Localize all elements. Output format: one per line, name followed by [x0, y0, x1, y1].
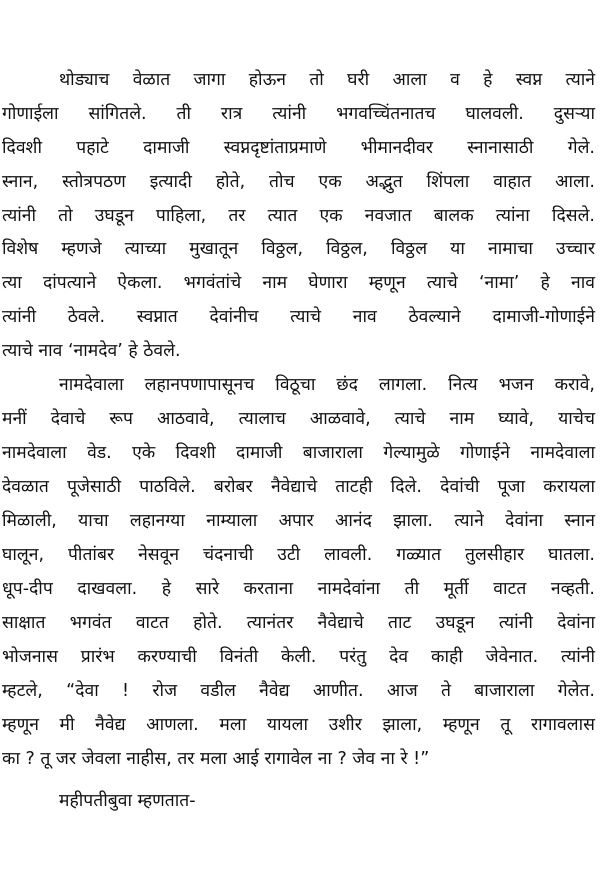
paragraph-1-line: त्या दांपत्याने ऐकला. भगवंतांचे नाम घेणारा म्हणून त्याचे ‘नामा’ हे नाव	[2, 273, 595, 293]
paragraph-2-line: धूप-दीप दाखवला. हे सारे करताना नामदेवांना ती मूर्ती वाटत नव्हती.	[2, 579, 595, 599]
paragraph-2-line: मिळाली, याचा लहानग्या नाम्याला अपार आनंद झाला. त्याने देवांना स्नान	[2, 511, 595, 531]
paragraph-2-line: मनीं देवाचे रूप आठवावे, त्यालाच आळवावे, त्याचे नाम घ्यावे, याचेच	[2, 409, 595, 429]
paragraph-1-line: त्याचे नाव ‘नामदेव’ हे ठेवले.	[2, 341, 181, 361]
paragraph-2-line: नामदेवाला लहानपणापासूनच विठूचा छंद लागला. नित्य भजन करावे,	[59, 375, 595, 395]
paragraph-2-line: घालून, पीतांबर नेसवून चंदनाची उटी लावली. गळ्यात तुलसीहार घातला.	[2, 545, 595, 565]
paragraph-1-line: थोड्याच वेळात जागा होऊन तो घरी आला व हे स्वप्न त्याने	[59, 70, 595, 90]
paragraph-2-line: का ? तू जर जेवला नाहीस, तर मला आई रागावेल ना ? जेव ना रे !”	[2, 749, 430, 769]
paragraph-1-line: स्नान, स्तोत्रपठण इत्यादी होते, तोच एक अद्भुत शिंपला वाहात आला.	[2, 172, 595, 192]
paragraph-2-line: साक्षात भगवंत वाटत होते. त्यानंतर नैवेद्याचे ताट उघडून त्यांनी देवांना	[2, 613, 595, 633]
paragraph-2-line: नामदेवाला वेड. एके दिवशी दामाजी बाजाराला गेल्यामुळे गोणाईने नामदेवाला	[2, 443, 595, 463]
paragraph-1-line: त्यांनी ठेवले. स्वप्नात देवांनीच त्याचे नाव ठेवल्याने दामाजी-गोणाईने	[2, 307, 595, 327]
paragraph-2-line: म्हणून मी नैवेद्य आणला. मला यायला उशीर झाला, म्हणून तू रागावलास	[2, 715, 595, 735]
paragraph-1-line: गोणाईला सांगितले. ती रात्र त्यांनी भगवच्चिंतनातच घालवली. दुसऱ्या	[2, 104, 595, 124]
paragraph-2-line: भोजनास प्रारंभ करण्याची विनंती केली. परंतु देव काही जेवेनात. त्यांनी	[2, 647, 595, 667]
paragraph-2-line: देवळात पूजेसाठी पाठविले. बरोबर नैवेद्याचे ताटही दिले. देवांची पूजा करायला	[2, 477, 595, 497]
paragraph-1-line: विशेष म्हणजे त्याच्या मुखातून विठ्ठल, विठ्ठल, विठ्ठल या नामाचा उच्चार	[2, 239, 595, 259]
paragraph-1-line: त्यांनी तो उघडून पाहिला, तर त्यात एक नवजात बालक त्यांना दिसले.	[2, 206, 595, 226]
paragraph-2-line: म्हटले, “देवा ! रोज वडील नैवेद्य आणीत. आज ते बाजाराला गेलेत.	[2, 681, 595, 701]
paragraph-1-line: दिवशी पहाटे दामाजी स्वप्नदृष्टांताप्रमाणे भीमानदीवर स्नानासाठी गेले.	[2, 138, 595, 158]
intro-line: महीपतीबुवा म्हणतात-	[59, 791, 196, 811]
